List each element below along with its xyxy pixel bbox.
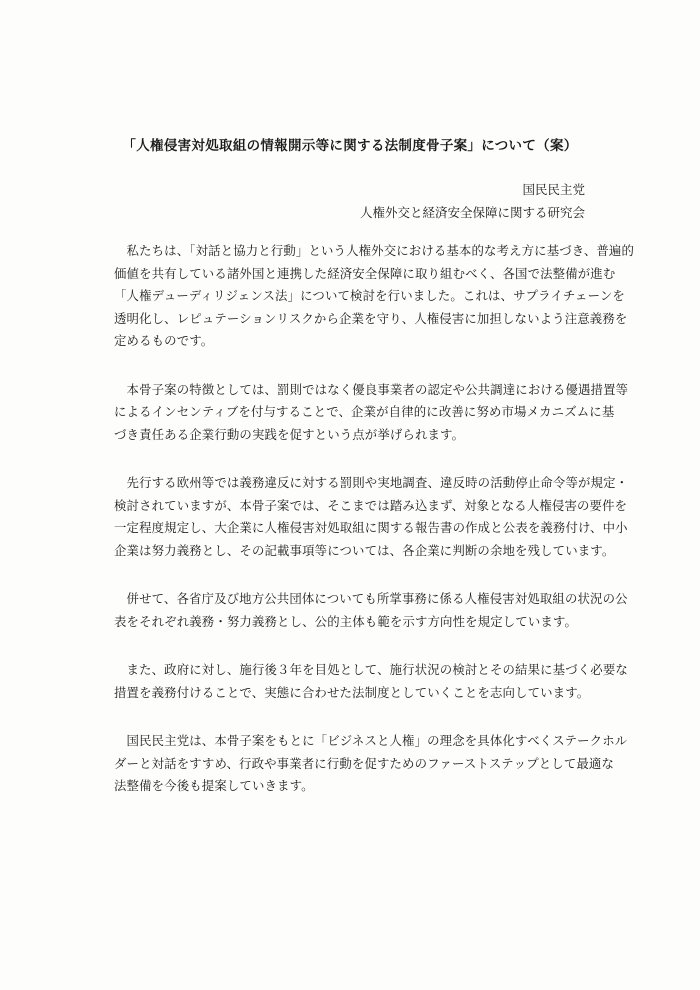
paragraph	[114, 379, 629, 447]
paragraph-line: 定めるものです。	[114, 333, 214, 348]
paragraph-line: また、政府に対し、施行後３年を目処として、施行状況の検討とその結果に基づく必要な	[114, 662, 628, 677]
paragraph-line: づき責任ある企業行動の実践を促すという点が挙げられます。	[114, 426, 465, 442]
paragraph	[114, 240, 635, 353]
paragraph-line: 私たちは、「対話と協力と行動」という人権外交における基本的な考え方に基づき、普遍的	[114, 243, 635, 258]
paragraph	[114, 588, 628, 633]
paragraph-line: 本骨子案の特徴としては、罰則ではなく優良事業者の認定や公共調達における優遇措置等	[114, 381, 629, 397]
paragraph-line: 国民民主党は、本骨子案をもとに「ビジネスと人権」の理念を具体化すべくステークホル	[114, 733, 628, 748]
paragraph-line: 透明化し、レピュテーションリスクから企業を守り、人権侵害に加担しないよう注意義務を	[114, 310, 628, 326]
paragraph	[114, 659, 628, 704]
paragraph	[114, 730, 628, 798]
author-organization: 国民民主党	[522, 182, 585, 197]
paragraph-line: 措置を義務付けることで、実態に合わせた法制度としていくことを志向しています。	[114, 684, 590, 700]
document-body	[114, 240, 635, 824]
paragraph-line: ダーと対話をすすめ、行政や事業者に行動を促すためのファーストステップとして最適な	[114, 755, 615, 771]
paragraph-line: 検討されていますが、本骨子案では、そこまでは踏み込まず、対象となる人権侵害の要件を	[114, 497, 628, 513]
paragraph-line: 先行する欧州等では義務違反に対する罰則や実地調査、違反時の活動停止命令等が規定・	[114, 475, 629, 490]
paragraph-line: 一定程度規定し、大企業に人権侵害対処取組に関する報告書の作成と公表を義務付け、中小	[114, 520, 628, 535]
paragraph-line: 法整備を今後も提案していきます。	[114, 778, 314, 793]
paragraph-line: によるインセンティブを付与することで、企業が自律的に改善に努め市場メカニズムに基	[114, 404, 615, 419]
paragraph-line: 価値を共有している諸外国と連携した経済安全保障に取り組むべく、各国で法整備が進む	[114, 265, 616, 281]
document-title: 「人権侵害対処取組の情報開示等に関する法制度骨子案」について（案）	[122, 138, 578, 154]
paragraph-line: 併せて、各省庁及び地方公共団体についても所掌事務に係る人権侵害対処取組の状況の公	[114, 591, 628, 606]
author-group: 人権外交と経済安全保障に関する研究会	[359, 205, 585, 220]
paragraph	[114, 472, 629, 562]
paragraph-line: 表をそれぞれ義務・努力義務とし、公的主体も範を示す方向性を規定しています。	[114, 613, 578, 629]
paragraph-line: 企業は努力義務とし、その記載事項等については、各企業に判断の余地を残しています。	[114, 542, 615, 558]
paragraph-line: 「人権デューディリジェンス法」について検討を行いました。これは、サプライチェーンを	[114, 288, 625, 303]
